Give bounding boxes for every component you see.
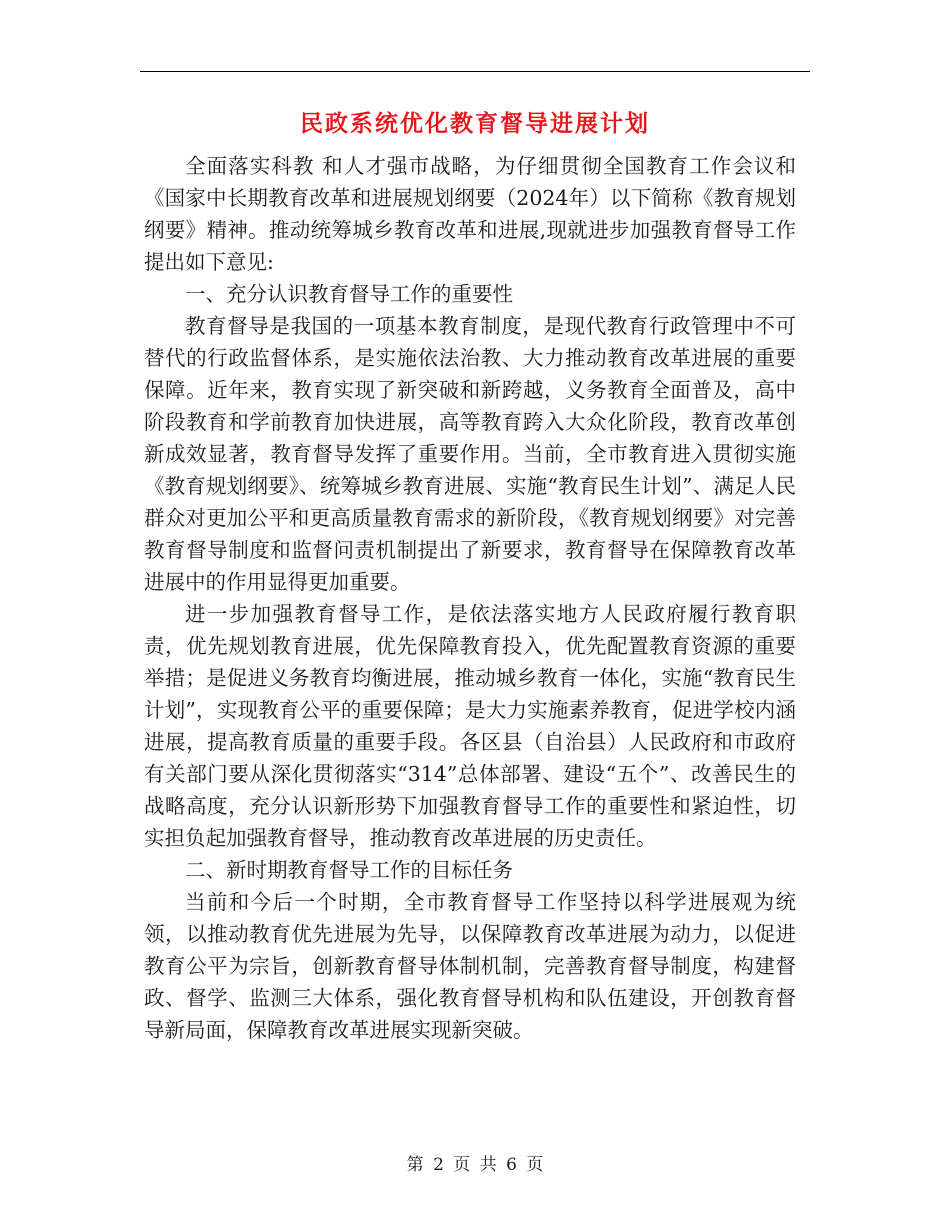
paragraph-strengthen: 进一步加强教育督导工作，是依法落实地方人民政府履行教育职责，优先规划教育进展，优先保障教育投入，优先配置教育资源的重要举措；是促进义务教育均衡进展，推动城乡教育一体化，实施“教育民生计划”，实现教育公平的重要保障；是大力实施素养教育，促进学校内涵进展，提高教育质量的重要手段。各区县（自治县）人民政府和市政府有关部门要从深化贯彻落实“314”总体部署、建设“五个”、改善民生的战略高度，充分认识新形势下加强教育督导工作的重要性和紧迫性，切实担负起加强教育督导，推动教育改革进展的历史责任。 <box>144 602 796 850</box>
section-heading-2: 二、新时期教育督导工作的目标任务 <box>185 858 513 882</box>
paragraph-importance: 教育督导是我国的一项基本教育制度，是现代教育行政管理中不可替代的行政监督体系，是实施依法治教、大力推动教育改革进展的重要保障。近年来，教育实现了新突破和新跨越，义务教育全面普及，高中阶段教育和学前教育加快进展，高等教育跨入大众化阶段，教育改革创新成效显著，教育督导发挥了重要作用。当前，全市教育进入贯彻实施《教育规划纲要》、统筹城乡教育进展、实施“教育民生计划”、满足人民群众对更加公平和更高质量教育需求的新阶段，《教育规划纲要》对完善教育督导制度和监督问责机制提出了新要求，教育督导在保障教育改革进展中的作用显得更加重要。 <box>144 314 796 594</box>
paragraph-goals: 当前和今后一个时期，全市教育督导工作坚持以科学进展观为统领，以推动教育优先进展为先导，以保障教育改革进展为动力，以促进教育公平为宗旨，创新教育督导体制机制，完善教育督导制度，构建督政、督学、监测三大体系，强化教育督导机构和队伍建设，开创教育督导新局面，保障教育改革进展实现新突破。 <box>144 890 796 1042</box>
page-number-footer: 第 2 页 共 6 页 <box>406 1155 544 1175</box>
document-body <box>144 150 796 1046</box>
document-title: 民政系统优化教育督导进展计划 <box>300 110 650 137</box>
header-rule <box>140 71 810 72</box>
paragraph-intro: 全面落实科教 和人才强市战略，为仔细贯彻全国教育工作会议和《国家中长期教育改革和进展规划纲要（2024年）以下简称《教育规划纲要》精神。推动统筹城乡教育改革和进展,现就进步加强教育督导工作提出如下意见: <box>144 154 796 274</box>
section-heading-1: 一、充分认识教育督导工作的重要性 <box>185 282 513 306</box>
